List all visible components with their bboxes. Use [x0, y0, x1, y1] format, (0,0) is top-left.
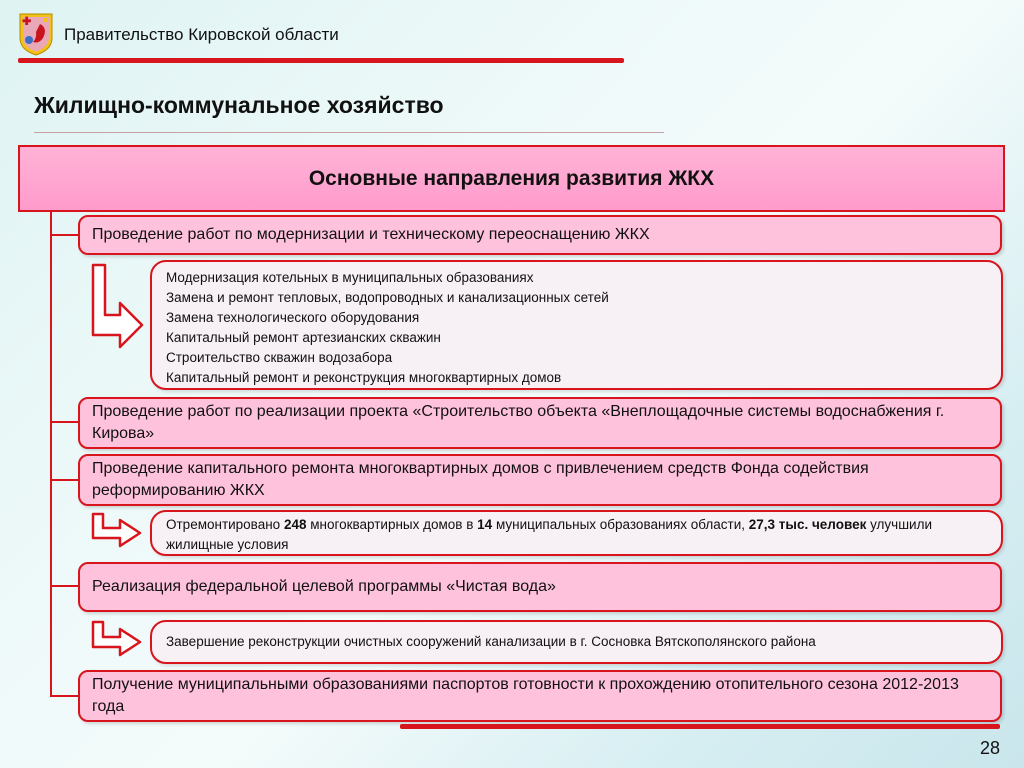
direction-item — [78, 670, 1002, 722]
tree-connector-3 — [50, 479, 78, 481]
direction-text: Проведение работ по реализации проекта «Строительство объекта «Внеплощадочные системы водоснабжения г. Кирова» — [92, 403, 945, 442]
bent-arrow-icon — [90, 620, 146, 660]
tree-connector-1 — [50, 234, 78, 236]
title-underline — [34, 132, 664, 133]
direction-item — [78, 397, 1002, 449]
main-heading-box — [18, 145, 1005, 212]
result-text: муниципальных образованиях области, — [492, 517, 749, 532]
modernization-details-box — [150, 260, 1003, 390]
tree-connector-5 — [50, 695, 78, 697]
header-divider — [18, 58, 624, 63]
repaired-houses-count: 248 — [283, 517, 307, 532]
result-text: Завершение реконструкции очистных сооружений канализации в г. Сосновка Вятскополянского района — [166, 634, 816, 649]
direction-text: Проведение капитального ремонта многоквартирных домов с привлечением средств Фонда содействия реформированию ЖКХ — [92, 460, 869, 499]
list-item: Замена технологического оборудования — [166, 310, 420, 325]
clean-water-result-box — [150, 620, 1003, 664]
list-item: Модернизация котельных в муниципальных образованиях — [166, 270, 534, 285]
direction-item — [78, 454, 1002, 506]
footer-divider — [400, 724, 1000, 729]
direction-text: Проведение работ по модернизации и техническому переоснащению ЖКХ — [92, 226, 650, 243]
list-item: Капитальный ремонт и реконструкция многоквартирных домов — [166, 370, 562, 385]
municipalities-count: 14 — [477, 517, 493, 532]
list-item: Строительство скважин водозабора — [166, 350, 393, 365]
list-item: Замена и ремонт тепловых, водопроводных и канализационных сетей — [166, 290, 609, 305]
bent-arrow-icon — [90, 512, 146, 550]
page-title: Жилищно-коммунальное хозяйство — [34, 92, 444, 118]
bent-arrow-icon — [90, 263, 146, 355]
list-item: Капитальный ремонт артезианских скважин — [166, 330, 441, 345]
result-text: Отремонтировано — [166, 517, 284, 532]
direction-text: Реализация федеральной целевой программы «Чистая вода» — [92, 578, 556, 595]
page-number: 28 — [980, 738, 1001, 758]
kirov-coat-of-arms-icon — [18, 12, 54, 56]
tree-connector-2 — [50, 421, 78, 423]
repair-result-box — [150, 510, 1003, 556]
org-header — [18, 8, 54, 60]
direction-item — [78, 215, 1002, 255]
tree-connector-4 — [50, 585, 78, 587]
tree-connector-vertical — [50, 212, 52, 697]
result-text: улучшили жилищные условия — [166, 517, 932, 552]
direction-text: Получение муниципальными образованиями паспортов готовности к прохождению отопительного сезона 2012-2013 года — [92, 676, 959, 715]
organization-name: Правительство Кировской области — [64, 25, 339, 44]
result-text: многоквартирных домов в — [306, 517, 478, 532]
main-heading: Основные направления развития ЖКХ — [308, 166, 715, 190]
people-count: 27,3 тыс. человек — [748, 517, 867, 532]
direction-item — [78, 562, 1002, 612]
